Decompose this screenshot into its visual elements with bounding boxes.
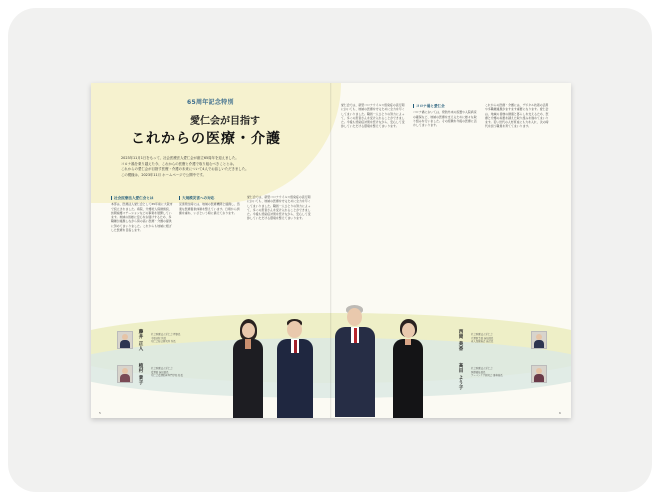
person-roles: 社会医療法人愛仁会 医療福祉部長 アーバンケア研究会 事務局長	[471, 367, 503, 378]
person-roles: 社会医療法人愛仁会 理事長 千船病院 院長 愛仁会総合研究所 所長	[151, 333, 181, 344]
person-roles: 社会医療法人愛仁会 介護事業部 統括部長 老人保健施設 施設長	[471, 333, 494, 344]
page-number-left: 5	[99, 411, 101, 415]
right-body: これからの医療・介護には、デジタル技術の活用や多職種連携がますます重要になります。愛仁会は、地域の皆様の健康と暮らしを支えるため、医療と介護の垣根を越えた取り組みを進めてまいります。若い世代の人材育成にも力を入れ、次の時代を担う職員を育ててまいります。	[485, 103, 549, 129]
lead-paragraph	[121, 156, 331, 178]
page-gutter	[330, 83, 332, 418]
person-roles: 社会医療法人愛仁会 看護部 統括部長 愛仁会看護助産専門学校 校長	[151, 367, 183, 378]
right-column-3	[485, 103, 551, 130]
lead-line: 2023年11月1日をもって、社会医療法人愛仁会が創立65周年を迎えました。	[121, 156, 239, 160]
person-name: 西岡 美香	[458, 329, 463, 352]
right-body: 愛仁会では、新型コロナウイルス感染症の流行期においても、地域の医療を守るために全力を尽くしてまいりました。職員一人ひとりの努力によって、多くの患者さんを受け入れることができました。今後も感染症対策を続けながら、安心して受診していただける環境を整えてまいります。	[341, 103, 405, 129]
section-heading: 社会医療法人愛仁会とは	[111, 196, 173, 200]
portrait-thumbnail	[117, 365, 133, 383]
person-name: 高田 よう子	[458, 363, 463, 391]
portrait-thumbnail	[531, 365, 547, 383]
portrait-thumbnail	[117, 331, 133, 349]
anniversary-badge: 65周年記念特別	[187, 99, 234, 106]
section-body: 本部は、医療法人愛仁会として65年前に大阪市で設立されました。病院、介護老人保健施設、訪問看護ステーションなどの事業を展開しています。地域の皆様に安心をお届けするため、多職種が連携しながら質の高い医療・介護の提供に努めてまいりました。これからも地域に根ざした医療を目指します。	[111, 202, 173, 233]
right-column-2	[413, 103, 479, 128]
lead-line: コロナ禍を乗り越えた今、これからの医療と介護で取り組むべきこととは。	[121, 161, 237, 166]
left-column-2	[179, 195, 241, 216]
right-column-1	[341, 103, 407, 130]
lead-line: この模様は、2023年11月 ホームページで公開中です。	[121, 172, 206, 177]
left-column-1	[111, 195, 173, 233]
magazine-spread	[91, 83, 571, 418]
section-body: 災害発生時には、地域の医療機関と連携し、迅速な医療提供体制を整えています。日頃から訓練を重ね、いざという時に備えております。	[179, 202, 240, 215]
middle-body: 愛仁会では、新型コロナウイルス感染症の流行期においても、地域の医療を守るために全力を尽くしてまいりました。職員一人ひとりの努力によって、多くの患者さんを受け入れることができました。今後も感染症対策を続けながら、安心して受診していただける環境を整えてまいります。	[247, 195, 311, 221]
lead-line: これからの愛仁会が目指す医療・介護の未来について4人でお話しいただきました。	[121, 167, 249, 172]
person-name: 藤井 正人	[138, 329, 143, 352]
section-heading: コロナ禍と愛仁会	[413, 104, 479, 108]
hero-title: これからの医療・介護	[131, 131, 281, 147]
section-heading: 大規模災害への対応	[179, 196, 241, 200]
hero-subtitle: 愛仁会が目指す	[190, 116, 260, 127]
section-body: コロナ禍においては、発熱外来の設置や入院病床の確保など、地域の医療を支えるために様々な取り組みを行いました。その経験を今後の医療に活かしてまいります。	[413, 110, 477, 128]
portrait-thumbnail	[531, 331, 547, 349]
person-name: 植村 景子	[138, 363, 143, 386]
middle-column	[247, 195, 313, 222]
page-number-right: 6	[559, 411, 561, 415]
